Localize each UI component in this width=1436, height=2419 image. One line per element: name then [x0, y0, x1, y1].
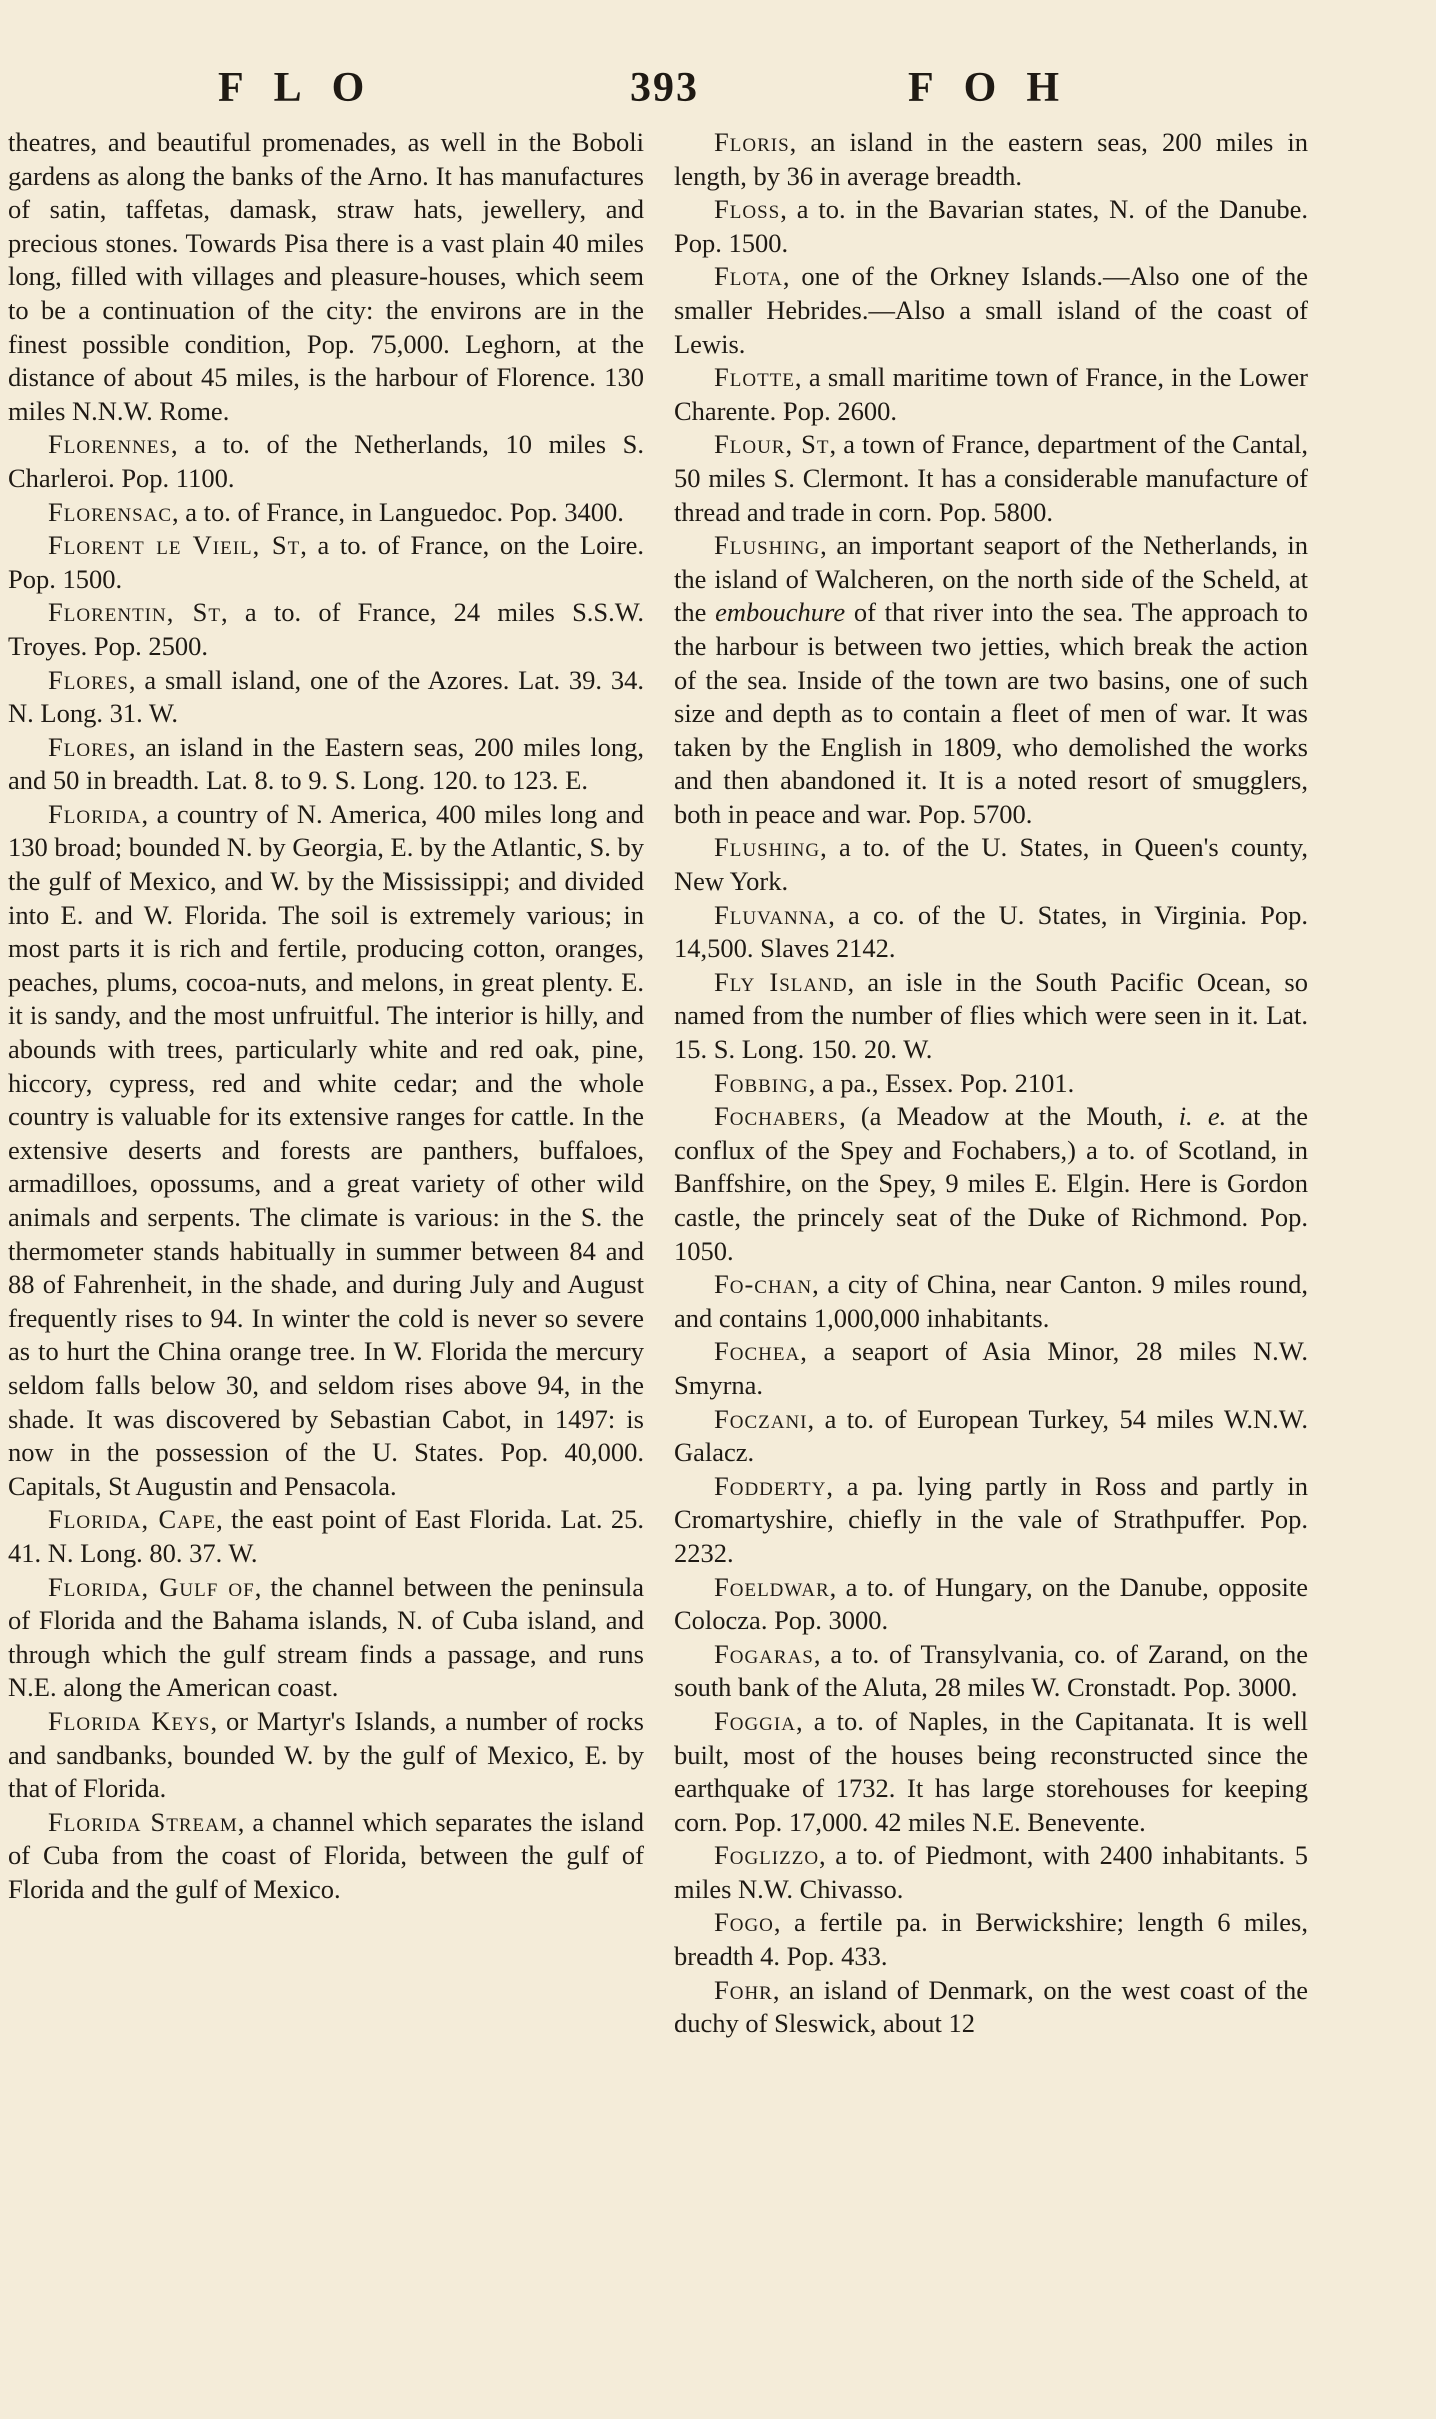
- entry-headword: Foglizzo: [714, 1840, 820, 1871]
- entry-text: , a to. of Piedmont, with 2400 inhabitants. 5 miles N.W. Chivasso.: [674, 1840, 1308, 1904]
- entry-headword: Florent le Vieil, St: [48, 530, 301, 561]
- entry-text: , a city of China, near Canton. 9 miles round, and contains 1,000,000 inhabitants.: [674, 1269, 1308, 1333]
- gazetteer-entry: [8, 496, 644, 530]
- entry-headword: Flota: [714, 261, 783, 292]
- entry-headword: Fluvanna: [714, 899, 829, 930]
- gazetteer-entry: [8, 1571, 644, 1705]
- entry-headword: Fo-chan: [714, 1269, 813, 1300]
- entry-text: , a to. of Transylvania, co. of Zarand, on the south bank of the Aluta, 28 miles W. Cronstadt. Pop. 3000.: [674, 1638, 1308, 1703]
- gazetteer-entry: [674, 260, 1308, 361]
- page-number: 393: [630, 65, 699, 111]
- entry-headword: Flushing: [714, 530, 821, 561]
- entry-text: , a to. of France, 24 miles S.S.W. Troyes. Pop. 2500.: [8, 597, 644, 661]
- entry-text: , the east point of East Florida. Lat. 25. 41. N. Long. 80. 37. W.: [8, 1504, 644, 1568]
- entry-headword: Flores: [48, 664, 129, 695]
- entry-headword: Florida Keys: [48, 1705, 211, 1736]
- gazetteer-entry: [674, 1974, 1308, 2041]
- gazetteer-entry: [674, 1067, 1308, 1101]
- gazetteer-entry: [674, 1403, 1308, 1470]
- entry-headword: Florida: [48, 798, 142, 829]
- gazetteer-entry: [8, 1806, 644, 1907]
- entry-headword: Fly Island: [714, 966, 848, 997]
- gazetteer-entry: [8, 798, 644, 1503]
- running-header: [0, 58, 1436, 118]
- entry-headword: Foeldwar: [714, 1571, 830, 1602]
- entry-text: , a to. of Naples, in the Capitanata. It is well built, most of the houses being reconstructed since the earthquake of 1732. It has large storehouses for keeping corn. Pop. 17,000. 42 miles N.E. Benevente.: [674, 1705, 1308, 1837]
- entry-text: , a pa., Essex. Pop. 2101.: [808, 1067, 1075, 1098]
- entry-headword: Florennes: [48, 429, 171, 460]
- entry-text: , a small maritime town of France, in the Lower Charente. Pop. 2600.: [674, 362, 1308, 426]
- entry-text: , the channel between the peninsula of Florida and the Bahama islands, N. of Cuba island, and through which the gulf stream finds a passage, and runs N.E. along the American coast.: [8, 1571, 644, 1703]
- entry-headword: Fogaras: [714, 1638, 814, 1669]
- entry-text: , an island in the Eastern seas, 200 miles long, and 50 in breadth. Lat. 8. to 9. S. Long. 120. to 123. E.: [8, 731, 644, 796]
- entry-text: , a town of France, department of the Cantal, 50 miles S. Clermont. It has a considerable manufacture of thread and trade in corn. Pop. 5800.: [674, 429, 1308, 527]
- entry-text: , a channel which separates the island of Cuba from the coast of Florida, between the gulf of Florida and the gulf of Mexico.: [8, 1806, 644, 1904]
- gazetteer-entry: [674, 1906, 1308, 1973]
- entry-text: , an isle in the South Pacific Ocean, so named from the number of flies which were seen in it. Lat. 15. S. Long. 150. 20. W.: [674, 966, 1308, 1065]
- entry-headword: Florida, Gulf of: [48, 1571, 255, 1602]
- entry-headword: Foczani: [714, 1403, 808, 1434]
- entry-headword: Fodderty: [714, 1470, 827, 1501]
- gazetteer-entry: [674, 1571, 1308, 1638]
- gazetteer-entry: [674, 126, 1308, 193]
- entry-headword: Flushing: [714, 832, 821, 863]
- gazetteer-entry: [674, 1638, 1308, 1705]
- gazetteer-entry: [8, 664, 644, 731]
- header-left-catchword: FLO: [218, 65, 395, 111]
- entry-headword: Flores: [48, 731, 129, 762]
- entry-headword: Floss: [714, 194, 781, 225]
- gazetteer-entry: [8, 1503, 644, 1570]
- entry-text: , a to. of Hungary, on the Danube, opposite Colocza. Pop. 3000.: [674, 1571, 1308, 1636]
- gazetteer-entry: [674, 428, 1308, 529]
- entry-text: , a fertile pa. in Berwickshire; length 6 miles, breadth 4. Pop. 433.: [674, 1907, 1308, 1972]
- entry-headword: Florida Stream: [48, 1806, 238, 1837]
- gazetteer-entry: [8, 1705, 644, 1806]
- entry-headword: Fogo: [714, 1907, 774, 1938]
- entry-text: , a to. in the Bavarian states, N. of the Danube. Pop. 1500.: [674, 194, 1308, 258]
- gazetteer-entry: [674, 361, 1308, 428]
- entry-text: , a pa. lying partly in Ross and partly in Cromartyshire, chiefly in the vale of Strathpuffer. Pop. 2232.: [674, 1470, 1308, 1568]
- entry-headword: Flotte: [714, 362, 795, 393]
- gazetteer-entry: [674, 1335, 1308, 1402]
- gazetteer-entry: [8, 428, 644, 495]
- entry-text: , an important seaport of the Netherlands, in the island of Walcheren, on the north side of the Scheld, at the: [674, 530, 1308, 628]
- gazetteer-entry: [674, 1705, 1308, 1839]
- entry-text: , a country of N. America, 400 miles long and 130 broad; bounded N. by Georgia, E. by the Atlantic, S. by the gulf of Mexico, and W. by the Mississippi; and divided into E. and W. Florida. The soil is extremely various; in most parts it is rich and fertile, producing cotton, oranges, peaches, plums, cocoa-nuts, and melons, in great plenty. E. it is sandy, and the most unfruitful. The interior is hilly, and abounds with trees, particularly white and red oak, pine, hiccory, cypress, red and white cedar; and the whole country is valuable for its extensive ranges for cattle. In the extensive deserts and forests are panthers, buffaloes, armadilloes, opossums, and a great variety of other wild animals and serpents. The climate is various: in the S. the thermometer stands habitually in summer between 84 and 88 of Fahrenheit, in the shade, and during July and August frequently rises to 94. In winter the cold is never so severe as to hurt the China orange tree. In W. Florida the mercury seldom falls below 30, and seldom rises above 94, in the shade. It was discovered by Sebastian Cabot, in 1497: is now in the possession of the U. States. Pop. 40,000. Capitals, St Augustin and Pensacola.: [8, 798, 644, 1501]
- entry-text: theatres, and beautiful promenades, as well in the Boboli gardens as along the banks of the Arno. It has manufactures of satin, taffetas, damask, straw hats, jewellery, and precious stones. Towards Pisa there is a vast plain 40 miles long, filled with villages and pleasure-houses, which seem to be a continuation of the city: the environs are in the finest possible condition, Pop. 75,000. Leghorn, at the distance of about 45 miles, is the harbour of Florence. 130 miles N.N.W. Rome.: [8, 127, 644, 426]
- gazetteer-entry: [8, 126, 644, 428]
- entry-text-continued: of that river into the sea. The approach to the harbour is between two jetties, which break the action of the sea. Inside of the town are two basins, one of such size and depth as to contain a fleet of men of war. It was taken by the English in 1809, who demolished the works and then abandoned it. It is a noted resort of smugglers, both in peace and war. Pop. 5700.: [674, 597, 1309, 829]
- entry-headword: Fohr: [714, 1974, 773, 2005]
- entry-text: , one of the Orkney Islands.—Also one of the smaller Hebrides.—Also a small island of the coast of Lewis.: [674, 261, 1308, 359]
- entry-text: , a to. of France, on the Loire. Pop. 1500.: [8, 530, 644, 594]
- entry-text: , a seaport of Asia Minor, 28 miles N.W. Smyrna.: [674, 1336, 1308, 1400]
- gazetteer-entry: [674, 831, 1308, 898]
- left-column: [8, 126, 644, 1906]
- gazetteer-entry: [674, 529, 1308, 831]
- gazetteer-entry: [674, 193, 1308, 260]
- gazetteer-entry: [674, 1839, 1308, 1906]
- gazetteer-entry: [674, 1268, 1308, 1335]
- entry-headword: Foggia: [714, 1705, 796, 1736]
- entry-text: , a to. of France, in Languedoc. Pop. 3400.: [172, 496, 624, 527]
- entry-text: , a to. of European Turkey, 54 miles W.N.W. Galacz.: [674, 1403, 1308, 1468]
- entry-headword: Floris: [714, 127, 790, 157]
- entry-headword: Fobbing: [714, 1067, 809, 1098]
- entry-text: , a to. of the U. States, in Queen's county, New York.: [674, 832, 1308, 897]
- entry-text: , a co. of the U. States, in Virginia. Pop. 14,500. Slaves 2142.: [674, 899, 1308, 964]
- gazetteer-entry: [8, 529, 644, 596]
- entry-headword: Fochea: [714, 1336, 801, 1367]
- right-column: [674, 126, 1308, 2041]
- entry-text: , a small island, one of the Azores. Lat. 39. 34. N. Long. 31. W.: [8, 664, 644, 729]
- entry-italic-text: i. e.: [1178, 1101, 1227, 1132]
- entry-text: , an island in the eastern seas, 200 miles in length, by 36 in average breadth.: [674, 127, 1308, 191]
- header-right-catchword: FOH: [908, 65, 1089, 111]
- entry-headword: Fochabers: [714, 1101, 840, 1132]
- gazetteer-entry: [674, 1100, 1308, 1268]
- gazetteer-entry: [674, 899, 1308, 966]
- entry-text: , a to. of the Netherlands, 10 miles S. Charleroi. Pop. 1100.: [8, 429, 644, 493]
- entry-text-continued: at the conflux of the Spey and Fochabers,) a to. of Scotland, in Banffshire, on the Spey, 9 miles E. Elgin. Here is Gordon castle, the princely seat of the Duke of Richmond. Pop. 1050.: [674, 1101, 1309, 1266]
- gazetteer-entry: [674, 966, 1308, 1067]
- entry-headword: Flour, St: [714, 429, 830, 460]
- entry-italic-text: embouchure: [715, 597, 846, 628]
- entry-text: , or Martyr's Islands, a number of rocks and sandbanks, bounded W. by the gulf of Mexico, E. by that of Florida.: [8, 1705, 644, 1804]
- entry-headword: Florensac: [48, 496, 173, 527]
- entry-headword: Florida, Cape: [48, 1504, 217, 1535]
- gazetteer-entry: [8, 596, 644, 663]
- entry-text: , (a Meadow at the Mouth,: [839, 1101, 1179, 1132]
- gazetteer-entry: [674, 1470, 1308, 1571]
- entry-headword: Florentin, St: [48, 597, 221, 628]
- entry-text: , an island of Denmark, on the west coast of the duchy of Sleswick, about 12: [674, 1974, 1308, 2039]
- gazetteer-entry: [8, 731, 644, 798]
